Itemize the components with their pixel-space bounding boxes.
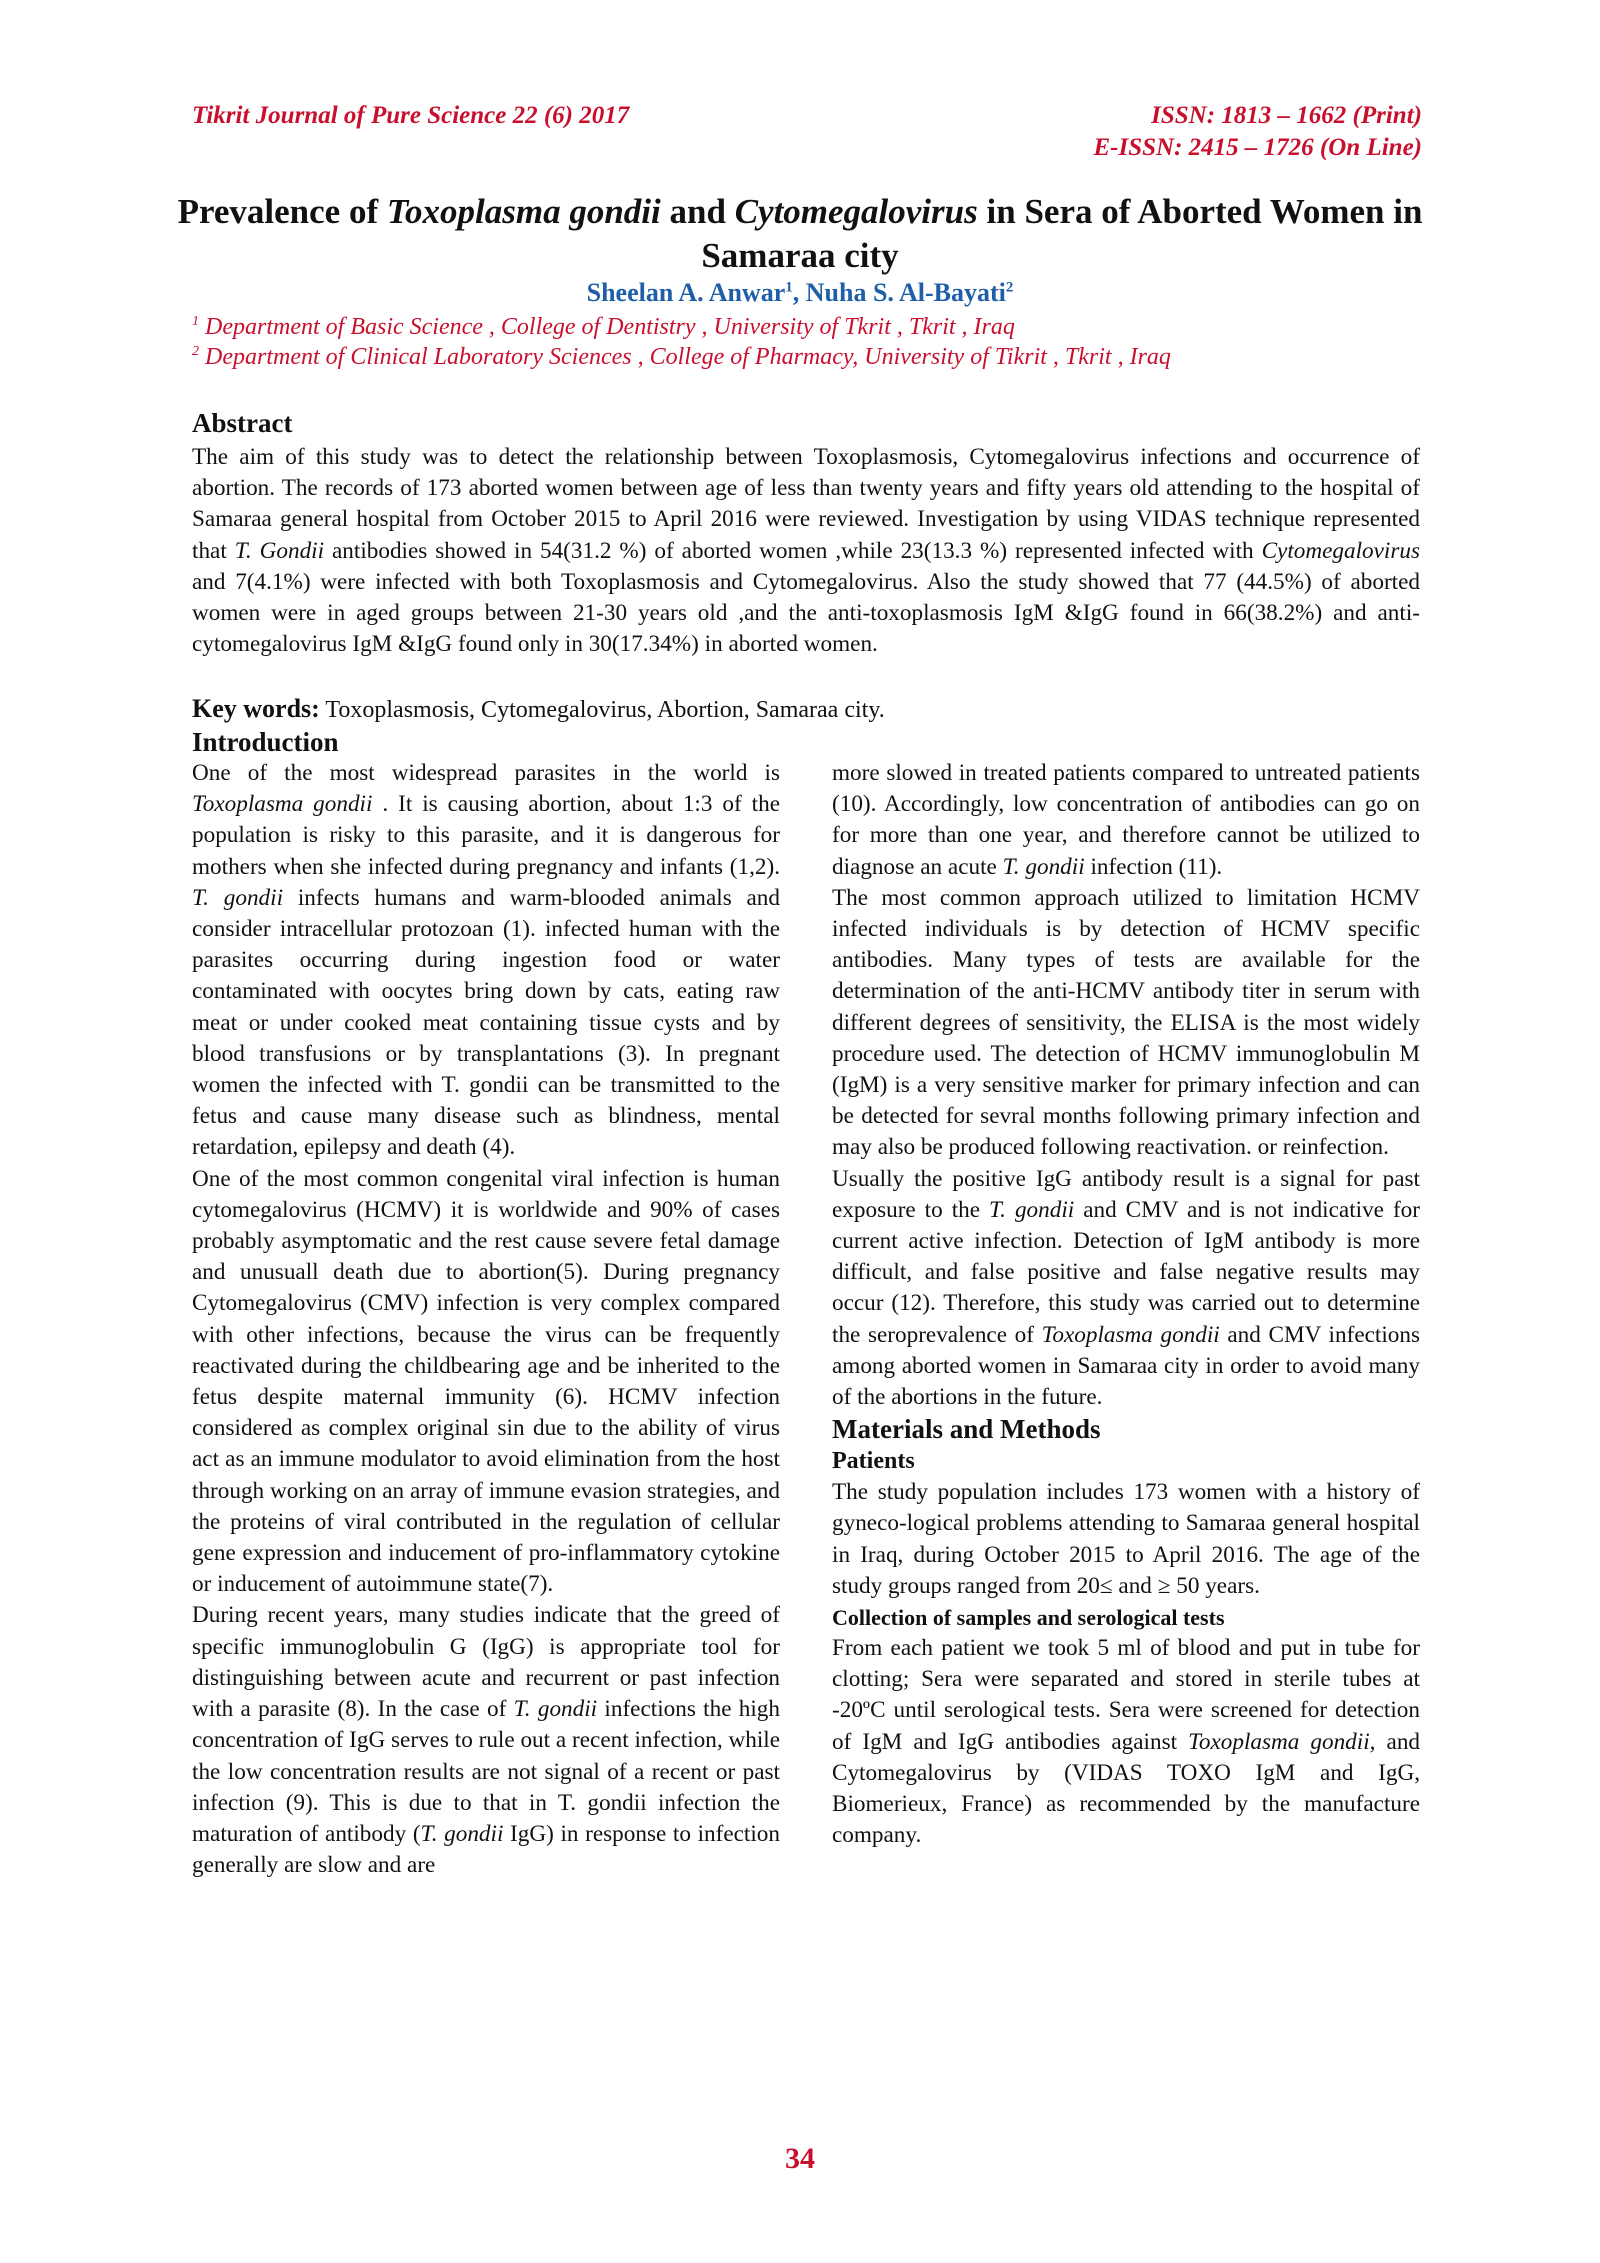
italic-part: T. gondii bbox=[1002, 853, 1085, 880]
abstract-text bbox=[192, 442, 1420, 660]
text-part: and CMV infections among aborted women in Samaraa city in order to avoid many of the abortions in the future. bbox=[832, 1321, 1420, 1411]
right-column bbox=[832, 758, 1420, 1852]
abstract-italic: Cytomegalovirus bbox=[1261, 537, 1420, 564]
abstract-part: and 7(4.1%) were infected with both Toxoplasmosis and Cytomegalovirus. Also the study showed that 77 (44.5%) of aborted women were in aged groups between 21-30 years old ,and the anti-toxoplasmosis IgM &IgG found in 66(38.2%) and anti-cytomegalovirus IgM &IgG found only in 30(17.34%) in aborted women. bbox=[192, 568, 1420, 658]
abstract-heading: Abstract bbox=[192, 408, 293, 438]
text-part: and CMV and is not indicative for current active infection. Detection of IgM antibody is more difficult, and false positive and false negative results may occur (12). Therefore, this study was carried out to determine the seroprevalence of bbox=[832, 1196, 1420, 1348]
author-1: Sheelan A. Anwar bbox=[586, 278, 786, 307]
abstract-part: The aim of this study was to detect the relationship between Toxoplasmosis, Cytomegalovirus infections and occurrence of abortion. The records of 173 aborted women between age of less than twenty years and fifty years old attending to the hospital of Samaraa general hospital from October 2015 to April 2016 were reviewed. Investigation by using VIDAS technique represented that bbox=[192, 444, 1420, 564]
author-2-sup: 2 bbox=[1005, 279, 1014, 296]
issn-online: E-ISSN: 2415 – 1726 (On Line) bbox=[1093, 134, 1422, 161]
intro-paragraph-1 bbox=[192, 758, 780, 1164]
text-part: more slowed in treated patients compared to untreated patients (10). Accordingly, low concentration of antibodies can go on for more than one year, and therefore cannot be utilized to diagnose an acute bbox=[832, 760, 1420, 880]
text-part: infects humans and warm-blooded animals and consider intracellular protozoan (1). infected human with the parasites occurring during ingestion food or water contaminated with oocytes bring down by cats, eating raw meat or under cooked meat containing tissue cysts and by blood transfusions or by transplantations (3). In pregnant women the infected with T. gondii can be transmitted to the fetus and cause many disease such as blindness, mental retardation, epilepsy and death (4). bbox=[192, 884, 780, 1161]
introduction-heading: Introduction bbox=[192, 727, 339, 757]
text-part: . It is causing abortion, about 1:3 of the population is risky to this parasite, and it is dangerous for mothers when she infected during pregnancy and infants (1,2). bbox=[192, 791, 780, 880]
intro-paragraph-2: One of the most common congenital viral infection is human cytomegalovirus (HCMV) it is worldwide and 90% of cases probably asymptomatic and the rest cause severe fetal damage and unusuall death due to abortion(5). During pregnancy Cytomegalovirus (CMV) infection is very complex compared with other infections, because the virus can be frequently reactivated during the childbearing age and be inherited to the fetus despite maternal immunity (6). HCMV infection considered as complex original sin due to the ability of virus act as an immune modulator to avoid elimination from the host through working on an array of immune evasion strategies, and the proteins of viral contributed in the regulation of cellular gene expression and inducement of pro-inflammatory cytokine or inducement of autoimmune state(7). bbox=[192, 1165, 780, 1598]
affiliation-2 bbox=[192, 344, 1171, 371]
italic-part: T. gondii bbox=[989, 1196, 1075, 1223]
author-2: Nuha S. Al-Bayati bbox=[805, 278, 1006, 307]
title-italic-cmv: Cytomegalovirus bbox=[734, 192, 978, 231]
italic-part: T. gondii bbox=[513, 1696, 598, 1723]
issn-print: ISSN: 1813 – 1662 (Print) bbox=[1151, 102, 1422, 129]
intro-paragraph-4 bbox=[832, 758, 1420, 883]
italic-part: T. gondii bbox=[420, 1820, 504, 1847]
affiliation-2-text: Department of Clinical Laboratory Sciences , College of Pharmacy, University of Tikrit , Tkrit , Iraq bbox=[199, 344, 1171, 370]
left-column bbox=[192, 726, 780, 1881]
authors bbox=[150, 278, 1450, 308]
text-part: Usually the positive IgG antibody result is a signal for past exposure to the bbox=[832, 1165, 1420, 1223]
paper-title bbox=[150, 190, 1450, 278]
affiliation-2-sup: 2 bbox=[192, 344, 199, 359]
author-separator: , bbox=[792, 278, 806, 307]
affiliation-1-sup: 1 bbox=[192, 314, 199, 329]
keywords bbox=[192, 694, 885, 724]
title-text: and bbox=[660, 192, 735, 231]
keywords-text: Toxoplasmosis, Cytomegalovirus, Abortion, Samaraa city. bbox=[319, 697, 885, 723]
collection-heading: Collection of samples and serological tests bbox=[832, 1605, 1225, 1631]
text-part: During recent years, many studies indicate that the greed of specific immunoglobulin G (IgG) is appropriate tool for distinguishing between acute and recurrent or past infection with a parasite (8). In the case of bbox=[192, 1602, 780, 1723]
keywords-label: Key words: bbox=[192, 694, 320, 723]
title-text: in Sera of Aborted Women in Samaraa city bbox=[701, 192, 1423, 275]
issn-header bbox=[1094, 100, 1423, 164]
abstract-italic: T. Gondii bbox=[234, 537, 325, 564]
page-number: 34 bbox=[785, 2142, 815, 2175]
title-italic-toxoplasma: Toxoplasma gondii bbox=[386, 192, 661, 231]
patients-paragraph: The study population includes 173 women with a history of gyneco-logical problems attending to Samaraa general hospital in Iraq, during October 2015 to April 2016. The age of the study groups ranged from 20≤ and ≥ 50 years. bbox=[832, 1479, 1420, 1599]
intro-paragraph-6 bbox=[832, 1164, 1420, 1414]
title-text: Prevalence of bbox=[177, 192, 387, 231]
journal-header: Tikrit Journal of Pure Science 22 (6) 2017 bbox=[192, 102, 630, 129]
abstract-part: antibodies showed in 54(31.2 %) of aborted women ,while 23(13.3 %) represented infected with bbox=[324, 537, 1262, 564]
italic-part: T. gondii bbox=[192, 884, 284, 911]
italic-part: Toxoplasma gondii bbox=[1041, 1321, 1220, 1348]
text-part: infections the high concentration of IgG serves to rule out a recent infection, while the low concentration results are not signal of a recent or past infection (9). This is due to that in T. gondii infection the maturation of antibody ( bbox=[192, 1696, 780, 1847]
intro-paragraph-5: The most common approach utilized to limitation HCMV infected individuals is by detection of HCMV specific antibodies. Many types of tests are available for the determination of the anti-HCMV antibody titer in serum with different degrees of sensitivity, the ELISA is the most widely procedure used. The detection of HCMV immunoglobulin M (IgM) is a very sensitive marker for primary infection and can be detected for sevral months following primary infection and may also be produced following reactivation. or reinfection. bbox=[832, 884, 1420, 1161]
intro-paragraph-3 bbox=[192, 1600, 780, 1881]
text-part: and Cytomegalovirus by (VIDAS TOXO IgM and IgG, Biomerieux, France) as recommended by the manufacture company. bbox=[832, 1728, 1421, 1849]
collection-paragraph bbox=[832, 1633, 1420, 1851]
italic-part: Toxoplasma gondii bbox=[192, 791, 373, 818]
author-1-sup: 1 bbox=[785, 279, 793, 296]
patients-heading: Patients bbox=[832, 1448, 915, 1475]
text-part: IgG) in response to infection generally are slow and are bbox=[192, 1820, 780, 1879]
methods-heading: Materials and Methods bbox=[832, 1414, 1101, 1445]
italic-part: Toxoplasma gondii, bbox=[1188, 1728, 1376, 1755]
text-part: From each patient we took 5 ml of blood and put in tube for clotting; Sera were separated and stored in sterile tubes at -20ºC until serological tests. Sera were screened for detection of IgM and IgG antibodies against bbox=[832, 1635, 1420, 1755]
affiliation-1 bbox=[192, 314, 1015, 341]
text-part: infection (11). bbox=[1084, 853, 1223, 880]
affiliation-1-text: Department of Basic Science , College of Dentistry , University of Tkrit , Tkrit , Iraq bbox=[199, 314, 1015, 340]
text-part: One of the most widespread parasites in the world is bbox=[192, 760, 780, 786]
